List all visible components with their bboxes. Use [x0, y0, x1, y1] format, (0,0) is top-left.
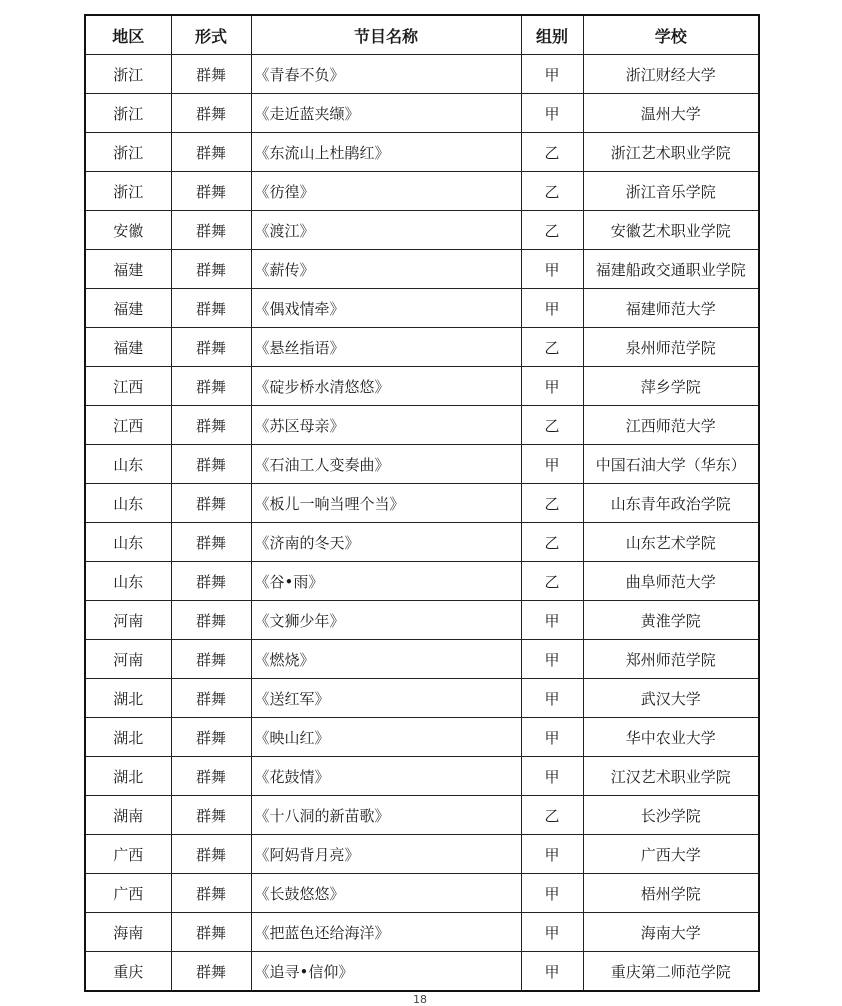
- cell-form: 群舞: [171, 679, 251, 718]
- cell-group: 乙: [521, 484, 583, 523]
- header-group: 组别: [521, 15, 583, 55]
- cell-region: 山东: [85, 562, 171, 601]
- cell-group: 甲: [521, 250, 583, 289]
- table-header-row: [85, 15, 759, 55]
- cell-region: 浙江: [85, 94, 171, 133]
- cell-school: 江汉艺术职业学院: [583, 757, 759, 796]
- cell-region: 广西: [85, 874, 171, 913]
- cell-region: 重庆: [85, 952, 171, 992]
- cell-region: 江西: [85, 367, 171, 406]
- table-row: [85, 796, 759, 835]
- cell-form: 群舞: [171, 328, 251, 367]
- cell-group: 乙: [521, 211, 583, 250]
- cell-program-title: 《彷徨》: [251, 172, 521, 211]
- cell-program-title: 《花鼓情》: [251, 757, 521, 796]
- cell-region: 山东: [85, 445, 171, 484]
- table-row: [85, 874, 759, 913]
- cell-form: 群舞: [171, 952, 251, 992]
- cell-region: 安徽: [85, 211, 171, 250]
- table-row: [85, 172, 759, 211]
- cell-school: 山东青年政治学院: [583, 484, 759, 523]
- cell-group: 甲: [521, 601, 583, 640]
- cell-form: 群舞: [171, 94, 251, 133]
- table-row: [85, 718, 759, 757]
- cell-group: 甲: [521, 445, 583, 484]
- table-row: [85, 484, 759, 523]
- cell-group: 乙: [521, 328, 583, 367]
- header-program-title: 节目名称: [251, 15, 521, 55]
- cell-region: 福建: [85, 328, 171, 367]
- table-row: [85, 250, 759, 289]
- cell-region: 湖北: [85, 757, 171, 796]
- program-table: [84, 14, 760, 992]
- cell-group: 乙: [521, 562, 583, 601]
- cell-program-title: 《渡江》: [251, 211, 521, 250]
- cell-region: 海南: [85, 913, 171, 952]
- cell-program-title: 《碇步桥水清悠悠》: [251, 367, 521, 406]
- cell-program-title: 《十八洞的新苗歌》: [251, 796, 521, 835]
- cell-school: 曲阜师范大学: [583, 562, 759, 601]
- cell-group: 甲: [521, 55, 583, 94]
- cell-form: 群舞: [171, 289, 251, 328]
- cell-program-title: 《东流山上杜鹃红》: [251, 133, 521, 172]
- cell-school: 海南大学: [583, 913, 759, 952]
- cell-program-title: 《把蓝色还给海洋》: [251, 913, 521, 952]
- cell-form: 群舞: [171, 55, 251, 94]
- cell-group: 乙: [521, 133, 583, 172]
- cell-form: 群舞: [171, 211, 251, 250]
- cell-school: 武汉大学: [583, 679, 759, 718]
- cell-group: 甲: [521, 640, 583, 679]
- cell-group: 甲: [521, 718, 583, 757]
- cell-group: 甲: [521, 874, 583, 913]
- cell-region: 河南: [85, 601, 171, 640]
- cell-group: 甲: [521, 835, 583, 874]
- cell-school: 梧州学院: [583, 874, 759, 913]
- cell-region: 山东: [85, 523, 171, 562]
- cell-program-title: 《偶戏情牵》: [251, 289, 521, 328]
- table-row: [85, 328, 759, 367]
- cell-form: 群舞: [171, 796, 251, 835]
- cell-group: 甲: [521, 952, 583, 992]
- cell-school: 山东艺术学院: [583, 523, 759, 562]
- cell-school: 浙江音乐学院: [583, 172, 759, 211]
- table-row: [85, 757, 759, 796]
- page-number: 18: [413, 993, 427, 1006]
- cell-school: 中国石油大学（华东）: [583, 445, 759, 484]
- table-row: [85, 562, 759, 601]
- table-row: [85, 952, 759, 992]
- table-row: [85, 133, 759, 172]
- cell-group: 甲: [521, 94, 583, 133]
- cell-program-title: 《济南的冬天》: [251, 523, 521, 562]
- cell-region: 湖北: [85, 679, 171, 718]
- cell-program-title: 《青春不负》: [251, 55, 521, 94]
- cell-region: 浙江: [85, 133, 171, 172]
- table-row: [85, 601, 759, 640]
- cell-region: 浙江: [85, 55, 171, 94]
- cell-program-title: 《走近蓝夹缬》: [251, 94, 521, 133]
- cell-program-title: 《文狮少年》: [251, 601, 521, 640]
- cell-group: 甲: [521, 367, 583, 406]
- table-row: [85, 406, 759, 445]
- cell-group: 甲: [521, 289, 583, 328]
- cell-group: 乙: [521, 523, 583, 562]
- table-row: [85, 679, 759, 718]
- cell-school: 萍乡学院: [583, 367, 759, 406]
- cell-form: 群舞: [171, 133, 251, 172]
- cell-school: 江西师范大学: [583, 406, 759, 445]
- cell-program-title: 《石油工人变奏曲》: [251, 445, 521, 484]
- table-row: [85, 211, 759, 250]
- table-row: [85, 367, 759, 406]
- cell-form: 群舞: [171, 562, 251, 601]
- cell-form: 群舞: [171, 172, 251, 211]
- cell-region: 福建: [85, 250, 171, 289]
- cell-group: 甲: [521, 679, 583, 718]
- cell-group: 甲: [521, 757, 583, 796]
- table-row: [85, 640, 759, 679]
- cell-form: 群舞: [171, 250, 251, 289]
- table-row: [85, 913, 759, 952]
- header-region: 地区: [85, 15, 171, 55]
- table-row: [85, 289, 759, 328]
- cell-region: 江西: [85, 406, 171, 445]
- table-row: [85, 445, 759, 484]
- cell-form: 群舞: [171, 406, 251, 445]
- cell-program-title: 《燃烧》: [251, 640, 521, 679]
- cell-school: 郑州师范学院: [583, 640, 759, 679]
- cell-group: 乙: [521, 172, 583, 211]
- cell-form: 群舞: [171, 913, 251, 952]
- table-row: [85, 55, 759, 94]
- cell-region: 浙江: [85, 172, 171, 211]
- cell-region: 湖北: [85, 718, 171, 757]
- table-row: [85, 94, 759, 133]
- cell-form: 群舞: [171, 835, 251, 874]
- cell-group: 乙: [521, 796, 583, 835]
- cell-form: 群舞: [171, 718, 251, 757]
- cell-region: 河南: [85, 640, 171, 679]
- cell-school: 浙江财经大学: [583, 55, 759, 94]
- cell-form: 群舞: [171, 484, 251, 523]
- cell-form: 群舞: [171, 640, 251, 679]
- cell-school: 重庆第二师范学院: [583, 952, 759, 992]
- cell-program-title: 《阿妈背月亮》: [251, 835, 521, 874]
- cell-program-title: 《追寻•信仰》: [251, 952, 521, 992]
- cell-program-title: 《谷•雨》: [251, 562, 521, 601]
- cell-form: 群舞: [171, 367, 251, 406]
- cell-program-title: 《薪传》: [251, 250, 521, 289]
- cell-form: 群舞: [171, 874, 251, 913]
- table-body: [85, 55, 759, 992]
- cell-program-title: 《长鼓悠悠》: [251, 874, 521, 913]
- cell-form: 群舞: [171, 523, 251, 562]
- table-row: [85, 835, 759, 874]
- table-row: [85, 523, 759, 562]
- header-form: 形式: [171, 15, 251, 55]
- cell-school: 温州大学: [583, 94, 759, 133]
- cell-school: 安徽艺术职业学院: [583, 211, 759, 250]
- header-school: 学校: [583, 15, 759, 55]
- cell-region: 广西: [85, 835, 171, 874]
- cell-form: 群舞: [171, 601, 251, 640]
- cell-region: 福建: [85, 289, 171, 328]
- cell-school: 泉州师范学院: [583, 328, 759, 367]
- cell-school: 华中农业大学: [583, 718, 759, 757]
- cell-region: 湖南: [85, 796, 171, 835]
- cell-region: 山东: [85, 484, 171, 523]
- cell-group: 甲: [521, 913, 583, 952]
- cell-program-title: 《板儿一响当哩个当》: [251, 484, 521, 523]
- cell-program-title: 《送红军》: [251, 679, 521, 718]
- cell-form: 群舞: [171, 445, 251, 484]
- cell-form: 群舞: [171, 757, 251, 796]
- cell-program-title: 《苏区母亲》: [251, 406, 521, 445]
- cell-school: 福建师范大学: [583, 289, 759, 328]
- cell-school: 浙江艺术职业学院: [583, 133, 759, 172]
- cell-program-title: 《映山红》: [251, 718, 521, 757]
- cell-school: 长沙学院: [583, 796, 759, 835]
- cell-school: 黄淮学院: [583, 601, 759, 640]
- cell-school: 福建船政交通职业学院: [583, 250, 759, 289]
- cell-school: 广西大学: [583, 835, 759, 874]
- cell-group: 乙: [521, 406, 583, 445]
- cell-program-title: 《悬丝指语》: [251, 328, 521, 367]
